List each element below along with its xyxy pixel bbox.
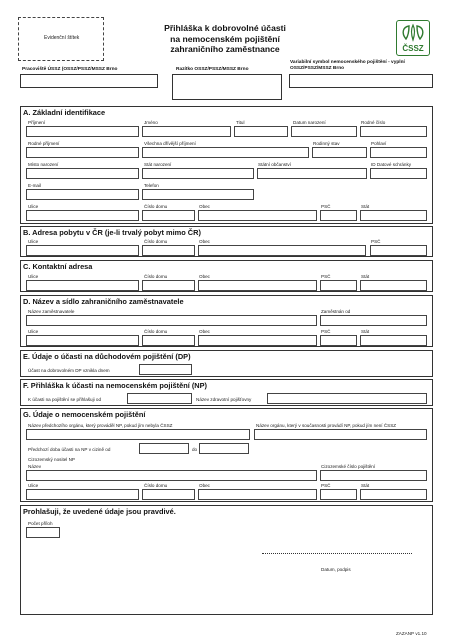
- field-e-ucast-date[interactable]: [139, 364, 192, 375]
- field-stat-narozeni[interactable]: [142, 168, 254, 179]
- field-b-obec[interactable]: [198, 245, 366, 256]
- title-line-2: na nemocenském pojištění: [170, 33, 280, 44]
- label-a-cislo-domu: Číslo domu: [144, 204, 168, 209]
- field-email[interactable]: [26, 189, 139, 200]
- label-d-stat: Stát: [361, 329, 370, 334]
- title-line-3: zahraničního zaměstnance: [170, 44, 280, 55]
- field-g-doba-do[interactable]: [199, 443, 249, 454]
- label-d-obec: Obec: [199, 329, 210, 334]
- label-telefon: Telefon: [144, 183, 159, 188]
- section-b-title: B. Adresa pobytu v ČR (je-li trvalý pobyt mimo ČR): [23, 228, 201, 237]
- field-f-nazev-pojistovny[interactable]: [267, 393, 427, 404]
- field-rodinny-stav[interactable]: [312, 147, 367, 158]
- label-datum-podpis: Datum, podpis: [321, 567, 351, 572]
- label-c-ulice: Ulice: [28, 274, 39, 279]
- workplace-label: Pracoviště ÚSSZ (OSSZ/PSSZ/MSSZ Brno: [22, 67, 118, 72]
- label-g-cislo-domu: Číslo domu: [144, 483, 168, 488]
- label-statni-obcanstvi: Státní občanství: [258, 162, 291, 167]
- label-d-ulice: Ulice: [28, 329, 39, 334]
- field-g-ulice[interactable]: [26, 489, 139, 500]
- field-c-stat[interactable]: [360, 280, 427, 291]
- label-e-ucast: Účast na dobrovolném DP vznikla dnem: [28, 368, 110, 373]
- variable-symbol-label: Variabilní symbol nemocenského pojištění - vyplní OSSZ/PSSZ/MSSZ Brno: [290, 60, 405, 71]
- label-b-cislo-domu: Číslo domu: [144, 239, 168, 244]
- label-misto-narozeni: Místo narození: [28, 162, 59, 167]
- section-c-title: C. Kontaktní adresa: [23, 262, 93, 271]
- field-id-datove-schranky[interactable]: [370, 168, 427, 179]
- field-g-stat[interactable]: [360, 489, 427, 500]
- label-jmeno: Jméno: [144, 120, 158, 125]
- field-rodne-cislo[interactable]: [360, 126, 427, 137]
- declaration-title: Prohlašuji, že uvedené údaje jsou pravdivé.: [23, 507, 176, 516]
- label-g-do: do: [192, 447, 198, 452]
- label-g-nazev: Název: [28, 464, 42, 469]
- field-g-cislo-domu[interactable]: [142, 489, 195, 500]
- razitko-label: Razítko OSSZ/PSSZ/MSSZ Brno: [176, 67, 249, 72]
- section-a-title: A. Základní identifikace: [23, 108, 106, 117]
- label-id-datove-schranky: ID Datové schránky: [371, 162, 412, 167]
- label-b-psc: PSČ: [371, 239, 381, 244]
- field-misto-narozeni[interactable]: [26, 168, 139, 179]
- field-g-psc[interactable]: [320, 489, 357, 500]
- label-b-ulice: Ulice: [28, 239, 39, 244]
- label-titul: Titul: [236, 120, 245, 125]
- label-g-cizozemsky-nositel: Cizozemský nositel NP: [28, 457, 75, 462]
- label-g-soucasny-organ: Název orgánu, který v současnosti provádí NP, pokud jím není ČSSZ: [256, 423, 397, 428]
- field-a-psc[interactable]: [320, 210, 357, 221]
- field-pohlavi[interactable]: [370, 147, 427, 158]
- label-d-psc: PSČ: [321, 329, 331, 334]
- leaf-icon: [397, 23, 429, 43]
- label-f-k-ucasti: K účasti na pojištění se přihlašuji od: [28, 397, 102, 402]
- workplace-field[interactable]: [20, 74, 158, 88]
- label-g-ulice: Ulice: [28, 483, 39, 488]
- label-rodinny-stav: Rodinný stav: [313, 141, 340, 146]
- label-c-cislo-domu: Číslo domu: [144, 274, 168, 279]
- label-g-predchozi-organ: Název předchozího orgánu, který prováděl NP, pokud jím nebyla ČSSZ: [28, 423, 173, 428]
- evidence-stamp-label: Evidenční štítek: [44, 35, 80, 41]
- section-e-title: E. Údaje o účasti na důchodovém pojištění (DP): [23, 352, 191, 361]
- field-g-obec[interactable]: [198, 489, 317, 500]
- field-a-obec[interactable]: [198, 210, 317, 221]
- label-g-cizozemske-cislo: Cizozemské číslo pojištění: [321, 464, 376, 469]
- section-declaration: [20, 505, 433, 615]
- field-b-cislo-domu[interactable]: [142, 245, 195, 256]
- field-rodne-prijmeni[interactable]: [26, 147, 139, 158]
- logo-text: ČSSZ: [402, 44, 424, 53]
- field-a-cislo-domu[interactable]: [142, 210, 195, 221]
- field-c-cislo-domu[interactable]: [142, 280, 195, 291]
- section-d-title: D. Název a sídlo zahraničního zaměstnavatele: [23, 297, 184, 306]
- field-c-ulice[interactable]: [26, 280, 139, 291]
- field-datum-narozeni[interactable]: [291, 126, 357, 137]
- title-line-1: Přihláška k dobrovolné účasti: [164, 23, 286, 33]
- label-rodne-prijmeni: Rodné příjmení: [28, 141, 60, 146]
- field-d-ulice[interactable]: [26, 335, 139, 346]
- label-rodne-cislo: Rodné číslo: [361, 120, 386, 125]
- label-datum-narozeni: Datum narození: [293, 120, 326, 125]
- label-c-stat: Stát: [361, 274, 370, 279]
- label-d-zamestnan-od: Zaměstnán od: [321, 309, 351, 314]
- label-c-psc: PSČ: [321, 274, 331, 279]
- form-code: ZAZANP v1.10: [396, 631, 427, 636]
- field-a-ulice[interactable]: [26, 210, 139, 221]
- label-g-psc: PSČ: [321, 483, 331, 488]
- field-jmeno[interactable]: [142, 126, 231, 137]
- field-f-k-ucasti[interactable]: [127, 393, 192, 404]
- field-telefon[interactable]: [142, 189, 254, 200]
- label-drivejsi-prijmeni: Všechna dřívější příjmení: [144, 141, 196, 146]
- label-pohlavi: Pohlaví: [371, 141, 387, 146]
- label-b-obec: Obec: [199, 239, 210, 244]
- label-email: E-mail: [28, 183, 42, 188]
- label-g-stat: Stát: [361, 483, 370, 488]
- field-b-psc[interactable]: [370, 245, 427, 256]
- field-d-zamestnan-od[interactable]: [320, 315, 427, 326]
- label-g-predchozi-doba: Předchozí doba účasti na NP v cizině od: [28, 447, 111, 452]
- label-a-stat: Stát: [361, 204, 370, 209]
- field-g-nazev[interactable]: [26, 470, 317, 481]
- field-prijmeni[interactable]: [26, 126, 139, 137]
- field-drivejsi-prijmeni[interactable]: [142, 147, 309, 158]
- field-d-psc[interactable]: [320, 335, 357, 346]
- field-pocet-priloh[interactable]: [26, 527, 60, 538]
- field-d-stat[interactable]: [360, 335, 427, 346]
- field-c-obec[interactable]: [198, 280, 317, 291]
- field-d-obec[interactable]: [198, 335, 317, 346]
- label-g-obec: Obec: [199, 483, 210, 488]
- label-a-obec: Obec: [199, 204, 210, 209]
- field-titul[interactable]: [234, 126, 288, 137]
- field-a-stat[interactable]: [360, 210, 427, 221]
- section-g-title: G. Údaje o nemocenském pojištění: [23, 410, 146, 419]
- label-c-obec: Obec: [199, 274, 210, 279]
- signature-line[interactable]: [262, 553, 412, 554]
- label-prijmeni: Příjmení: [28, 120, 46, 125]
- field-g-soucasny-organ[interactable]: [254, 429, 427, 440]
- field-c-psc[interactable]: [320, 280, 357, 291]
- field-d-cislo-domu[interactable]: [142, 335, 195, 346]
- field-g-cizozemske-cislo[interactable]: [320, 470, 427, 481]
- field-d-nazev[interactable]: [26, 315, 317, 326]
- field-g-doba-od[interactable]: [139, 443, 189, 454]
- label-a-psc: PSČ: [321, 204, 331, 209]
- variable-symbol-field[interactable]: [289, 74, 433, 88]
- field-g-predchozi-organ[interactable]: [26, 429, 250, 440]
- label-a-ulice: Ulice: [28, 204, 39, 209]
- label-d-nazev: Název zaměstnavatele: [28, 309, 75, 314]
- cssz-logo: [396, 20, 430, 56]
- label-pocet-priloh: Počet příloh: [28, 521, 53, 526]
- field-statni-obcanstvi[interactable]: [257, 168, 367, 179]
- form-title: [140, 23, 310, 55]
- section-f-title: F. Přihláška k účasti na nemocenském pojištění (NP): [23, 381, 208, 390]
- label-d-cislo-domu: Číslo domu: [144, 329, 168, 334]
- razitko-box: [172, 74, 282, 100]
- label-f-nazev-pojistovny: Název zdravotní pojišťovny: [196, 397, 252, 402]
- label-stat-narozeni: Stát narození: [144, 162, 172, 167]
- field-b-ulice[interactable]: [26, 245, 139, 256]
